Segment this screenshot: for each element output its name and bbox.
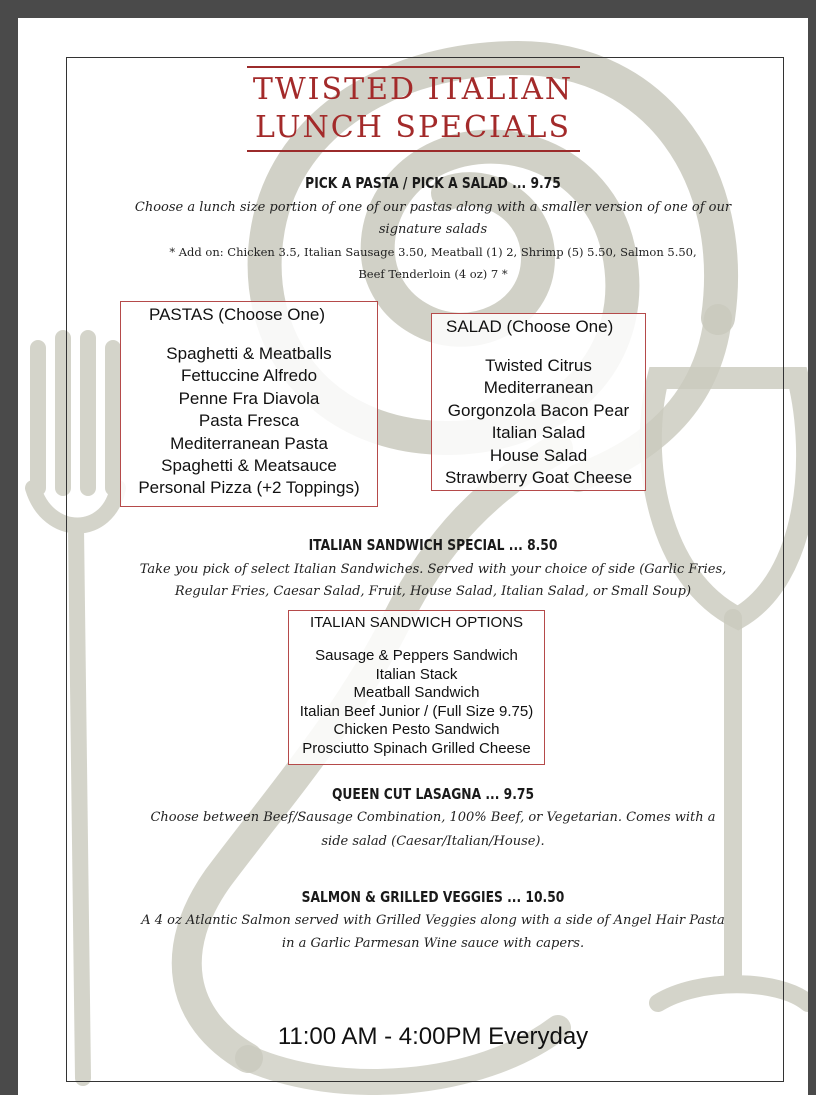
pastas-box-title: PASTAS (Choose One) [149, 305, 326, 324]
lasagna-heading: QUEEN CUT LASAGNA ... 9.75 [331, 785, 535, 803]
add-on-note-line2: Beef Tenderloin (4 oz) 7 * [358, 267, 508, 281]
salmon-desc-line2: in a Garlic Parmesan Wine sauce with capers. [281, 936, 585, 951]
pasta-item: Pasta Fresca [198, 411, 300, 431]
pasta-item: Spaghetti & Meatballs [166, 344, 332, 363]
sandwich-item: Italian Stack [375, 665, 458, 683]
sandwich-item: Sausage & Peppers Sandwich [315, 647, 518, 664]
pasta-item: Mediterranean Pasta [170, 433, 328, 453]
sandwich-desc-line2: Regular Fries, Caesar Salad, Fruit, House Salad, Italian Salad, or Small Soup) [174, 584, 692, 599]
menu-page [18, 18, 808, 1095]
sandwich-item: Italian Beef Junior / (Full Size 9.75) [299, 702, 534, 720]
pasta-salad-heading: PICK A PASTA / PICK A SALAD ... 9.75 [305, 174, 561, 192]
salads-box [431, 313, 646, 491]
sandwich-options-title: ITALIAN SANDWICH OPTIONS [309, 614, 524, 631]
sandwich-item: Meatball Sandwich [353, 684, 480, 702]
title-rule-top [247, 66, 580, 68]
salmon-heading: SALMON & GRILLED VEGGIES ... 10.50 [301, 888, 565, 906]
lasagna-desc-line2: side salad (Caesar/Italian/House). [321, 834, 545, 849]
menu-title-line2: LUNCH SPECIALS [254, 110, 572, 145]
salad-item: Mediterranean [483, 378, 594, 398]
salads-box-title: SALAD (Choose One) [446, 317, 614, 336]
salad-item: Italian Salad [491, 423, 586, 443]
sandwich-options-box [288, 610, 545, 765]
pasta-salad-desc-line1: Choose a lunch size portion of one of our pastas along with a smaller version of one of our [134, 200, 732, 215]
sandwich-desc-line1: Take you pick of select Italian Sandwiches. Served with your choice of side (Garlic Fries, [139, 562, 727, 577]
salmon-desc-line1: A 4 oz Atlantic Salmon served with Grilled Veggies along with a side of Angel Hair Pasta [141, 913, 725, 928]
salad-item: Strawberry Goat Cheese [444, 468, 633, 488]
sandwich-heading: ITALIAN SANDWICH SPECIAL ... 8.50 [308, 536, 558, 554]
sandwich-item: Chicken Pesto Sandwich [333, 721, 500, 739]
pastas-box [120, 301, 378, 507]
title-rule-bottom [247, 150, 580, 152]
salad-item: Twisted Citrus [485, 356, 592, 375]
menu-title-line1: TWISTED ITALIAN [252, 72, 574, 107]
sandwich-item: Prosciutto Spinach Grilled Cheese [302, 739, 531, 757]
add-on-note-line1: * Add on: Chicken 3.5, Italian Sausage 3.50, Meatball (1) 2, Shrimp (5) 5.50, Salmon 5.50, [169, 245, 697, 259]
pasta-item: Personal Pizza (+2 Toppings) [138, 478, 360, 498]
pasta-item: Spaghetti & Meatsauce [161, 456, 337, 476]
pasta-item: Fettuccine Alfredo [180, 366, 318, 386]
lasagna-desc-line1: Choose between Beef/Sausage Combination, 100% Beef, or Vegetarian. Comes with a [150, 810, 716, 825]
salad-item: Gorgonzola Bacon Pear [447, 400, 630, 420]
pasta-item: Penne Fra Diavola [178, 388, 320, 408]
pasta-salad-desc-line2: signature salads [378, 222, 488, 237]
hours-text: 11:00 AM - 4:00PM Everyday [277, 1023, 589, 1050]
salad-item: House Salad [489, 445, 588, 465]
